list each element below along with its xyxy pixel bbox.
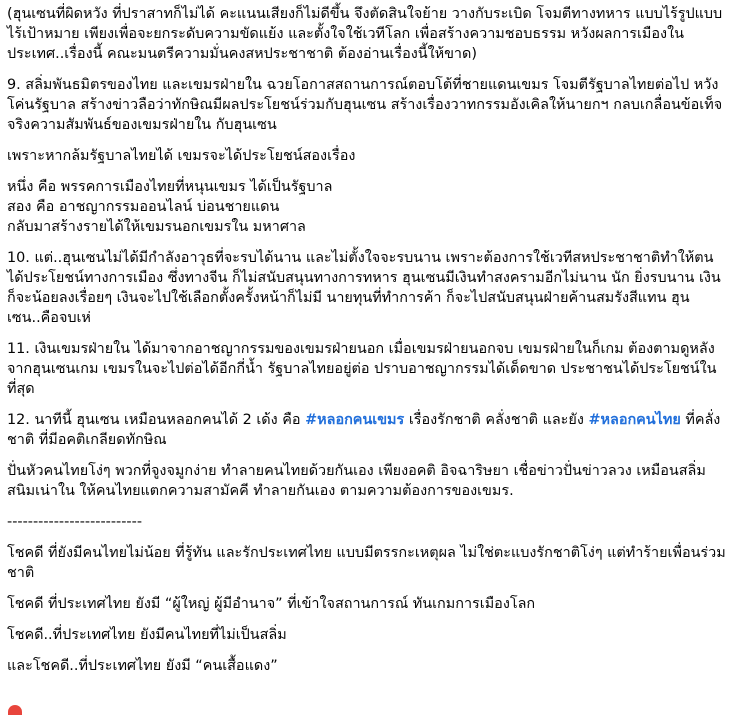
paragraph-spin: ปั่นหัวคนไทยโง่ๆ พวกที่จูงจมูกง่าย ทำลายคนไทยด้วยกันเอง เพียงอคติ อิจฉาริษยา เชื่อข่าวปั่นข่าวลวง เหมือนสลิ่มสนิมเน่าใน ให้คนไทยแตกความสามัคคี ทำลายกันเอง ตามความต้องการของเขมร. [7,463,706,499]
paragraph-luck-1: โชคดี ที่ยังมีคนไทยไม่น้อย ที่รู้ทัน และรักประเทศไทย แบบมีตรรกะเหตุผล ไม่ใช่ตะแบงรักชาติโง่ๆ แต่ทำร้ายเพื่อนร่วมชาติ [7,545,726,581]
benefit-income-line: กลับมาสร้างรายได้ให้เขมรนอกเขมรใน มหาศาล [7,219,306,235]
paragraph-12 [7,410,726,450]
paragraph-intro: (ฮุนเซนที่ผิดหวัง ที่ปราสาทก็ไม่ได้ คะแนนเสียงก็ไม่ดีขึ้น จึงตัดสินใจย้าย วางกับระเบิด โจมตีทางทหาร แบบไร้รูปแบบ ไร้เป้าหมาย เพียงเพื่อจะยกระดับความขัดแย้ง และตั้งใจใช้เวทีโลก เพื่อสร้างความชอบธรรม หวังผลการเมืองในประเทศ..เรื่องนี้ คณะมนตรีความมั่นคงสหประชาชาติ ต้องอ่านเรื่องนี้ให้ขาด) [7,6,723,62]
paragraph-because: เพราะหากล้มรัฐบาลไทยได้ เขมรจะได้ประโยชน์สองเรื่อง [7,148,356,164]
paragraph-10: 10. แต่..ฮุนเซนไม่ได้มีกำลังอาวุธที่จะรบได้นาน และไม่ตั้งใจจะรบนาน เพราะต้องการใช้เวทีสหประชาชาติทำให้ตนได้ประโยชน์ทางการเมือง ซึ่งทางจีน ก็ไม่สนับสนุนทางการทหาร ฮุนเซนมีเงินทำสงครามอีกไม่นาน นัก ยิ่งรบนาน เงินก็จะน้อยลงเรื่อยๆ เงินจะไปใช้เลือกตั้งครั้งหน้าก็ไม่มี นายทุนที่ทำการค้า ก็จะไปสนับสนุนฝ่ายค้านสมรังสีแทน ฮุนเซน..คือจบเห่ [7,250,721,326]
benefit-one-line: หนึ่ง คือ พรรคการเมืองไทยที่หนุนเขมร ได้เป็นรัฐบาล [7,179,333,195]
paragraph-12-text-c: ที่คลั่งชาติ ที่มีอคติเกลียดทักษิณ [7,412,721,448]
paragraph-12-text-b: เรื่องรักชาติ คลั่งชาติ และยัง [404,412,589,428]
paragraph-12-text-a: 12. นาทีนี้ ฮุนเซน เหมือนหลอกคนได้ 2 เด้ง คือ [7,412,306,428]
benefit-two-line: สอง คือ อาชญากรรมออนไลน์ บ่อนชายแดน [7,199,280,215]
paragraph-9: 9. สลิ่มพันธมิตรของไทย และเขมรฝ่ายใน ฉวยโอกาสสถานการณ์ตอบโต้ที่ชายแดนเขมร โจมตีรัฐบาลไทยต่อไป หวังโค่นรัฐบาล สร้างข่าวลือว่าทักษิณมีผลประโยชน์ร่วมกับฮุนเซน สร้างเรื่องวาทกรรมอังเคิลให้นายกฯ กลบเกลื่อนข้อเท็จจริงความสัมพันธ์ของเขมรฝ่ายใน กับฮุนเซน [7,77,723,133]
hashtag-link-thais[interactable]: #หลอกคนไทย [588,412,681,428]
paragraph-luck-2: โชคดี ที่ประเทศไทย ยังมี “ผู้ใหญ่ ผู้มีอำนาจ” ที่เข้าใจสถานการณ์ ทันเกมการเมืองโลก [7,596,536,612]
heart-emoji-icon [8,705,22,715]
paragraph-two-benefits [7,177,726,237]
paragraph-luck-4: และโชคดี..ที่ประเทศไทย ยังมี “คนเสื้อแดง” [7,658,278,674]
paragraph-11: 11. เงินเขมรฝ่ายใน ได้มาจากอาชญากรรมของเขมรฝ่ายนอก เมื่อเขมรฝ่ายนอกจบ เขมรฝ่ายในก็เกม ต้องตามดูหลังจากฮุนเซนเกม เขมรในจะไปต่อได้อีกกี่น้ำ รัฐบาลไทยอยู่ต่อ ปราบอาชญากรรมได้เด็ดขาด ประชาชนได้ประโยชน์ในที่สุด [7,341,717,397]
hashtag-link-cambodians[interactable]: #หลอกคนเขมร [305,412,405,428]
paragraph-luck-3: โชคดี..ที่ประเทศไทย ยังมีคนไทยที่ไม่เป็นสลิ่ม [7,627,287,643]
divider-line: -------------------------- [7,514,143,530]
